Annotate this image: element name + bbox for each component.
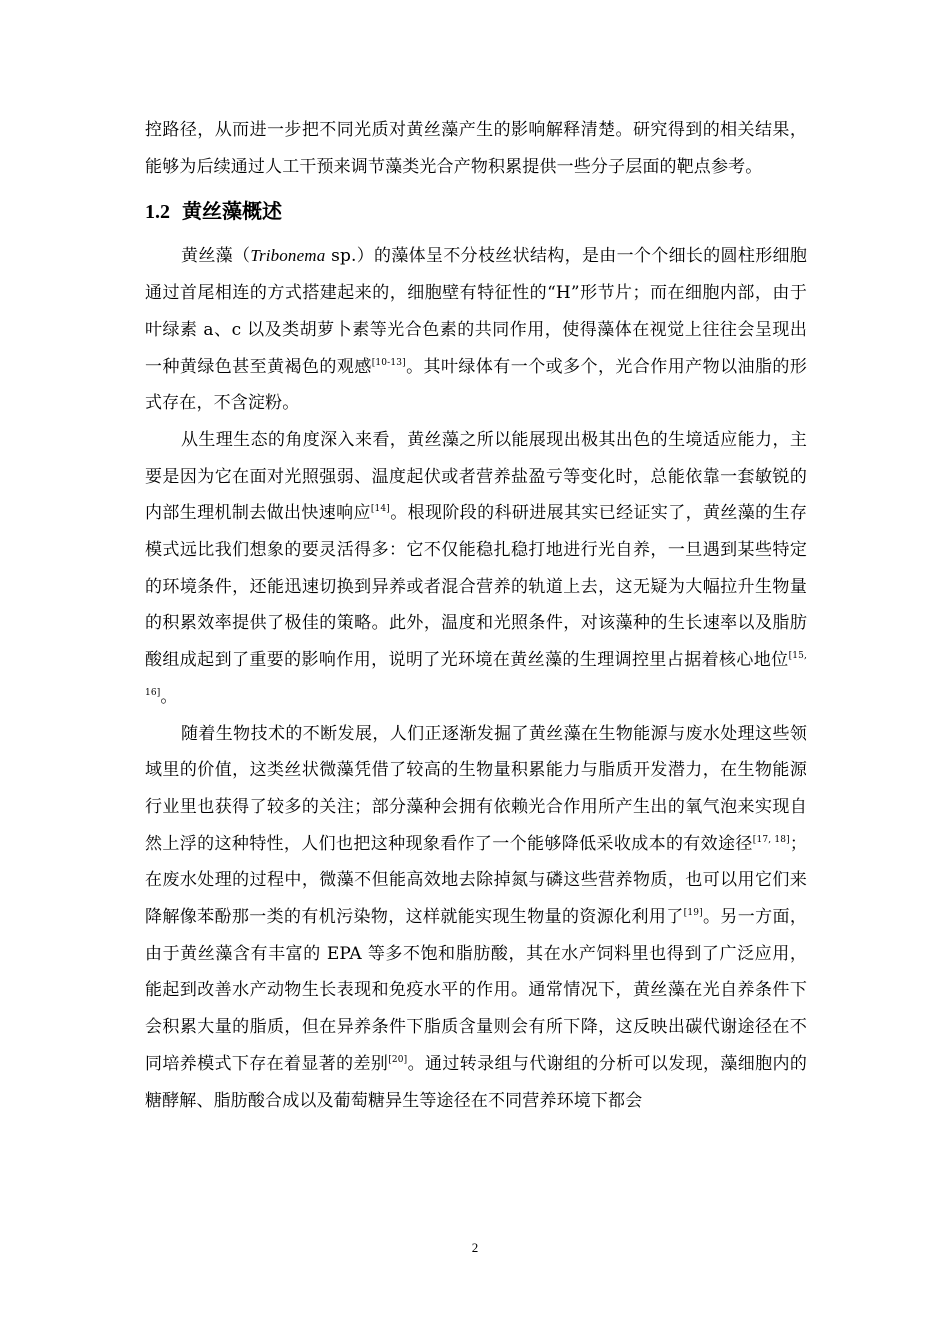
section-title: 黄丝藻概述 — [182, 199, 282, 224]
paragraph-overview: 黄丝藻（Tribonema sp.）的藻体呈不分枝丝状结构，是由一个个细长的圆柱形细胞通过首尾相连的方式搭建起来的，细胞壁有特征性的“H”形节片；而在细胞内部，由于叶绿素 a、c 以及类胡萝卜素等光合色素的共同作用，使得藻体在视觉上往往会呈现出一种黄绿色甚至黄褐色的观感[10-13]。其叶绿体有一个或多个，光合作用产物以油脂的形式存在，不含淀粉。 — [145, 246, 807, 414]
citation: [19] — [683, 908, 703, 919]
continued-paragraph: 控路径，从而进一步把不同光质对黄丝藻产生的影响解释清楚。研究得到的相关结果，能够为后续通过人工干预来调节藻类光合产物积累提供一些分子层面的靶点参考。 — [145, 120, 807, 177]
citation: [20] — [388, 1054, 408, 1065]
paragraph-applications: 随着生物技术的不断发展，人们正逐渐发掘了黄丝藻在生物能源与废水处理这些领域里的价值，这类丝状微藻凭借了较高的生物量积累能力与脂质开发潜力，在生物能源行业里也获得了较多的关注；部分藻种会拥有依赖光合作用所产生出的氧气泡来实现自然上浮的这种特性，人们也把这种现象看作了一个能够降低采收成本的有效途径[17, 18]；在废水处理的过程中，微藻不但能高效地去除掉氮与磷这些营养物质，也可以用它们来降解像苯酚那一类的有机污染物，这样就能实现生物量的资源化利用了[19]。另一方面，由于黄丝藻含有丰富的 EPA 等多不饱和脂肪酸，其在水产饲料里也得到了广泛应用，能起到改善水产动物生长表现和免疫水平的作用。通常情况下，黄丝藻在光自养条件下会积累大量的脂质，但在异养条件下脂质含量则会有所下降，这反映出碳代谢途径在不同培养模式下存在着显著的差别[20]。通过转录组与代谢组的分析可以发现，藻细胞内的糖酵解、脂肪酸合成以及葡萄糖异生等途径在不同营养环境下都会 — [145, 723, 808, 1111]
citation: [10-13] — [371, 357, 406, 368]
paragraph-physiology: 从生理生态的角度深入来看，黄丝藻之所以能展现出极其出色的生境适应能力，主要是因为它在面对光照强弱、温度起伏或者营养盐盈亏等变化时，总能依靠一套敏锐的内部生理机制去做出快速响应[14]。根现阶段的科研进展其实已经证实了，黄丝藻的生存模式远比我们想象的要灵活得多：它不仅能稳扎稳打地进行光自养，一旦遇到某些特定的环境条件，还能迅速切换到异养或者混合营养的轨道上去，这无疑为大幅拉升生物量的积累效率提供了极佳的策略。此外，温度和光照条件，对该藻种的生长速率以及脂肪酸组成起到了重要的影响作用，说明了光环境在黄丝藻的生理调控里占据着核心地位[15, 16]。 — [145, 429, 807, 707]
citation: [17, 18] — [752, 834, 790, 845]
citation: [14] — [370, 504, 390, 515]
section-number: 1.2 — [145, 201, 170, 224]
citation: [15, 16] — [145, 651, 807, 698]
section-heading — [145, 191, 807, 232]
species-name: Tribonema — [250, 246, 326, 266]
page-body — [145, 112, 807, 1119]
page-number: 2 — [471, 1240, 479, 1255]
